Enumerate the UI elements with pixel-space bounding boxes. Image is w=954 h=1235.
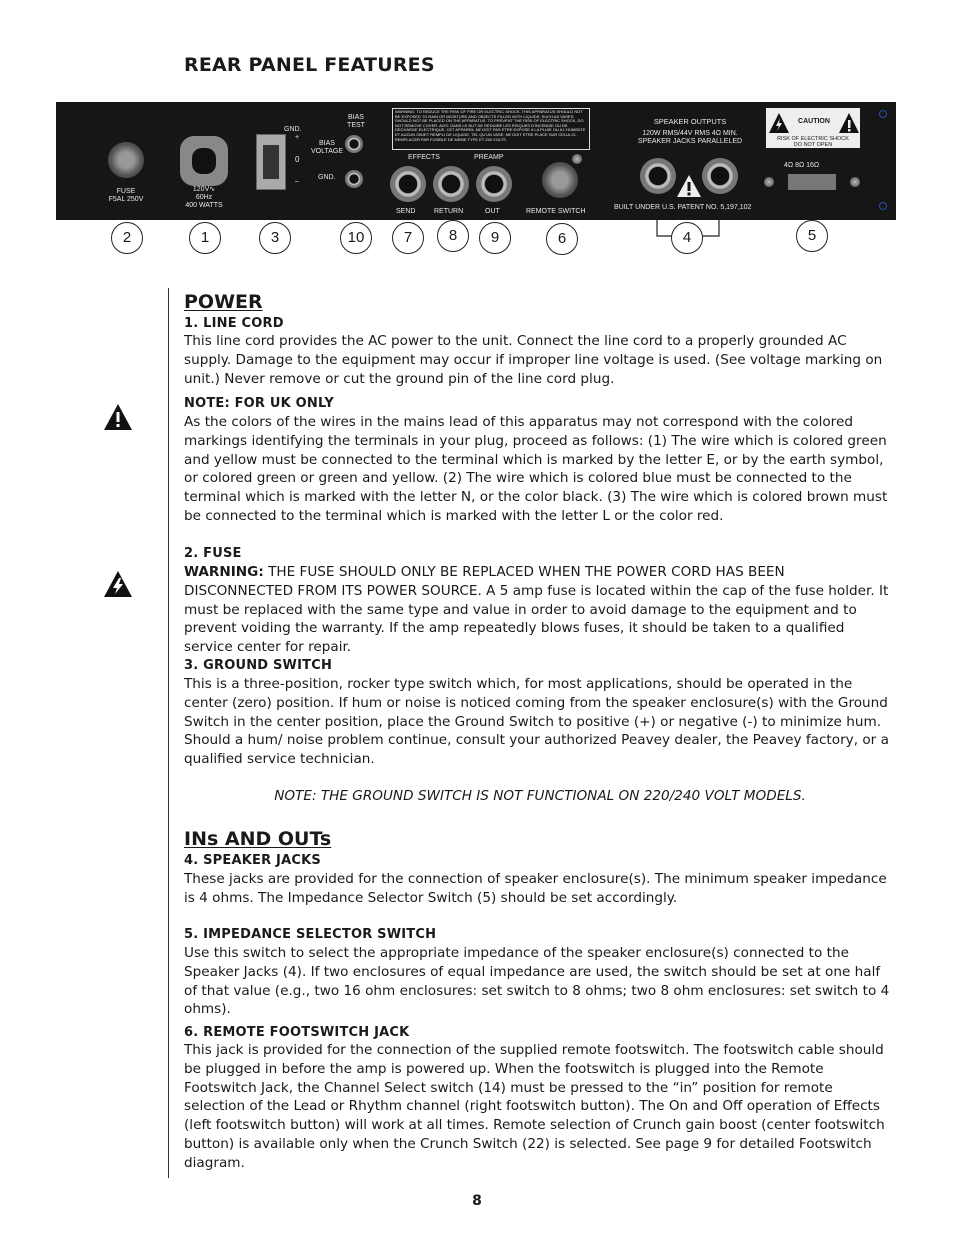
speaker-jacks-title: 4. SPEAKER JACKS — [184, 853, 321, 868]
fuse-label: FUSE F5AL 250V — [108, 188, 144, 203]
callout-6: 6 — [546, 223, 578, 255]
line-label: 120V∿ 60Hz 400 WATTS — [185, 186, 223, 209]
lightning-icon — [768, 112, 790, 134]
callout-2: 2 — [111, 222, 143, 254]
gnd-zero: 0 — [295, 155, 300, 164]
corner-dot — [879, 110, 887, 118]
impedance-labels: 4Ω 8Ω 16Ω — [784, 162, 820, 169]
speaker-jack-2 — [702, 158, 738, 194]
gnd-minus: – — [295, 178, 299, 185]
remote-switch-jack — [542, 162, 578, 198]
impedance-switch — [788, 174, 836, 190]
gnd-small-label: GND. — [318, 174, 336, 181]
bias-ground-jack — [345, 170, 363, 188]
line-cord-socket — [180, 136, 228, 186]
line-cord-text: This line cord provides the AC power to the unit. Connect the line cord to a properly grounded AC supply. Damage to the equipment may occur if improper line voltage is used. (See voltage marking on unit.) Never remove or cut the ground pin of the line cord plug. — [184, 333, 883, 387]
send-label: SEND — [396, 208, 416, 215]
warning-box: WARNING: TO REDUCE THE RISK OF FIRE OR ELECTRIC SHOCK, THIS APPARATUS SHOULD NOT BE EXPOSED TO RAIN OR MOISTURE AND OBJECTS FILLED WITH LIQUIDS, SUCH AS VASES, SHOULD NOT BE PLACED ON THE APPARATUS. TO PREVENT THE RISK OF ELECTRIC SHOCK, DO NOT REMOVE COVER. AVIS: DANS LE BUT DE REDUIRE LES RISQUES D'INCENDIE OU DE DECHARGE ELECTRIQUE, CET APPAREIL NE DOIT PAS ETRE EXPOSE A LA PLUIE OU A L'HUMIDITE ET AUCUN OBJET REMPLI DE LIQUIDE, TEL QU'UN VASE, NE DOIT ETRE PLACE SUR CELUI-CI. REMPLACER PAR FUSIBLE DE MEME TYPE ET 250 VOLTS. — [392, 108, 590, 150]
warning-triangle-icon — [676, 174, 702, 198]
speaker-parallel: SPEAKER JACKS PARALLELED — [637, 138, 743, 145]
page-number: 8 — [472, 1193, 482, 1209]
fuse-holder — [108, 142, 144, 178]
warning-icon — [103, 403, 133, 431]
panel-screw — [850, 177, 860, 187]
effects-label: EFFECTS — [408, 154, 440, 161]
electric-shock-icon — [103, 570, 133, 598]
fuse-text: WARNING: THE FUSE SHOULD ONLY BE REPLACED WHEN THE POWER CORD HAS BEEN DISCONNECTED FROM ITS POWER SOURCE. A 5 amp fuse is located within the cap of the fuse holder. It must be replaced with the same type and value in order to avoid damage to the equipment and to prevent voiding the warranty. If the amp repeatedly blows fuses, it should be taken to a qualified service center for repair. — [184, 564, 889, 656]
callout-8: 8 — [437, 220, 469, 252]
bias-voltage-jack — [345, 135, 363, 153]
patent-label: BUILT UNDER U.S. PATENT NO. 5,197,102 — [614, 204, 752, 211]
callout-4: 4 — [671, 222, 703, 254]
speaker-jacks-text: These jacks are provided for the connection of speaker enclosure(s). The minimum speaker impedance is 4 ohms. The Impedance Selector Switch (5) should be set accordingly. — [184, 871, 887, 906]
remote-switch-label: REMOTE SWITCH — [526, 208, 586, 215]
ground-switch-text: This is a three-position, rocker type switch which, for most applications, should be operated in the center (zero) position. If hum or noise is noticed coming from the speaker enclosure(s) with the Ground Switch in the center position, place the Ground Switch to positive (+) or negative (-) to minimize hum. Should a hum/ noise problem continue, consult your authorized Peavey dealer, the Peavey factory, or a qualified service technician. — [184, 676, 889, 768]
preamp-label: PREAMP — [474, 154, 504, 161]
line-cord-title: 1. LINE CORD — [184, 316, 284, 331]
speaker-outputs-label: SPEAKER OUTPUTS — [653, 117, 727, 126]
callout-10: 10 — [340, 222, 372, 254]
bias-voltage-label: BIAS VOLTAGE — [310, 140, 344, 155]
uk-note-text: As the colors of the wires in the mains lead of this apparatus may not correspond with the colored markings identifying the terminals in your plug, proceed as follows: (1) The wire which is colored green and yellow must be connected to the terminal which is marked by the letter E, or by the earth symbol, or colored green or green and yellow. (2) The wire which is colored blue must be connected to the terminal which is marked with the letter N, or the color black. (3) The wire which is colored brown must be connected to the terminal which is marked with the letter L or the color red. — [184, 414, 888, 524]
panel-screw — [764, 177, 774, 187]
caution-label: CAUTION RISK OF ELECTRIC SHOCK DO NOT OPEN — [766, 108, 860, 148]
remote-footswitch-title: 6. REMOTE FOOTSWITCH JACK — [184, 1025, 410, 1040]
panel-screw — [572, 154, 582, 164]
gnd-plus: + — [295, 134, 300, 141]
ground-switch-title: 3. GROUND SWITCH — [184, 658, 333, 673]
ground-switch — [256, 134, 286, 190]
out-jack — [476, 166, 512, 202]
ins-outs-heading: INs AND OUTs — [184, 828, 332, 850]
return-jack — [433, 166, 469, 202]
left-rule — [168, 288, 169, 1178]
callout-9: 9 — [479, 222, 511, 254]
callout-1: 1 — [189, 222, 221, 254]
speaker-jack-1 — [640, 158, 676, 194]
exclamation-icon — [838, 112, 860, 134]
speaker-rating: 120W RMS/44V RMS 4Ω MIN. — [642, 130, 738, 137]
remote-footswitch-text: This jack is provided for the connection of the supplied remote footswitch. The footswitch cable should be plugged in before the amp is powered up. When the footswitch is plugged into the Remote Footswitch Jack, the Channel Select switch (14) must be pressed to the “in” position for remote selection of the Lead or Rhythm channel (right footswitch button). The On and Off operation of Effects (left footswitch button) will work at all times. Remote selection of Crunch gain boost (center footswitch button) is available only when the Crunch Switch (22) is selected. See page 9 for detailed Footswitch diagram. — [184, 1042, 885, 1171]
send-jack — [390, 166, 426, 202]
return-label: RETURN — [434, 208, 464, 215]
callout-5: 5 — [796, 220, 828, 252]
uk-note-title: NOTE: FOR UK ONLY — [184, 396, 335, 411]
page-title: REAR PANEL FEATURES — [184, 54, 435, 76]
impedance-switch-text: Use this switch to select the appropriate impedance of the speaker enclosure(s) connected to the Speaker Jacks (4). If two enclosures of equal impedance are used, the switch should be set at one half of that value (e.g., two 16 ohm enclosures: set switch to 8 ohms; two 8 ohm enclosures: set switch to 4 ohms). — [184, 945, 890, 1018]
power-heading: POWER — [184, 291, 263, 313]
gnd-label: GND. — [284, 126, 302, 133]
out-label: OUT — [485, 208, 500, 215]
callout-7: 7 — [392, 222, 424, 254]
callout-3: 3 — [259, 222, 291, 254]
ground-switch-note: NOTE: THE GROUND SWITCH IS NOT FUNCTIONAL ON 220/240 VOLT MODELS. — [274, 788, 806, 804]
fuse-title: 2. FUSE — [184, 546, 242, 561]
bias-test-label: BIAS TEST — [347, 114, 365, 129]
impedance-switch-title: 5. IMPEDANCE SELECTOR SWITCH — [184, 927, 437, 942]
